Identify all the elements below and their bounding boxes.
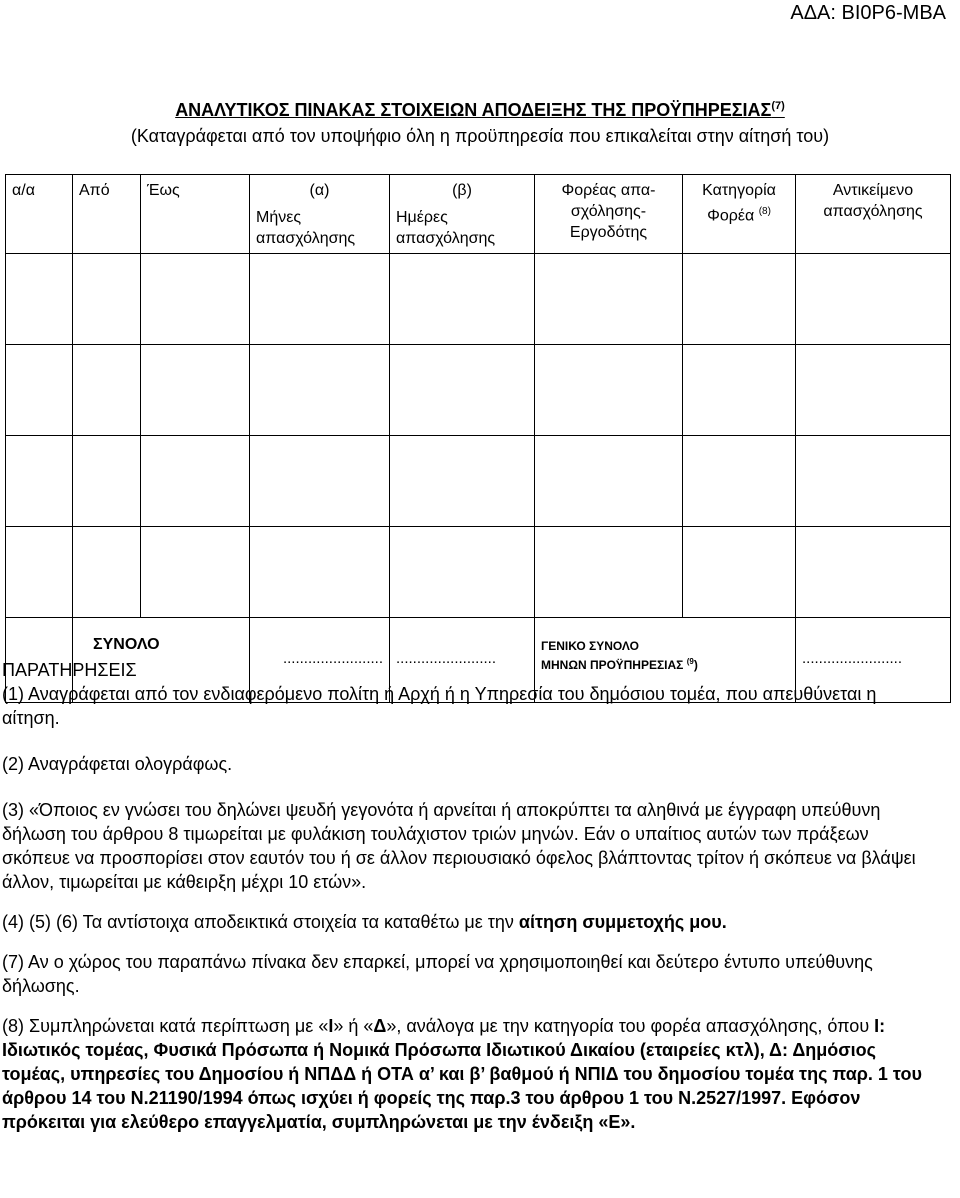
note-8: (8) Συμπληρώνεται κατά περίπτωση με «Ι» ή «Δ», ανάλογα με την κατηγορία του φορέα απασχόλησης, όπου Ι: Ιδιωτικός τομέας, Φυσικά Πρόσωπα ή Νομικά Πρόσωπα Ιδιωτικού Δικαίου (εταιρείες κτλ), Δ: Δημόσιος τομέας, υπηρεσίες του Δημοσίου ή ΝΠΔΔ ή ΟΤΑ α’ και β’ βαθμού ή ΝΠΙΔ του δημοσίου τομέα της παρ. 1 του άρθρου 14 του Ν.21190/1994 όπως ισχύει ή φορείς της παρ.3 του άρθρου 1 του Ν.2527/1997. Εφόσον πρόκειται για ελεύθερο επαγγελματία, συμπληρώνεται με την ένδειξη «Ε». [2, 1016, 922, 1132]
notes-section [2, 658, 922, 1134]
document-subtitle: (Καταγράφεται από τον υποψήφιο όλη η προϋπηρεσία που επικαλείται στην αίτησή του) [130, 126, 830, 146]
table-row [6, 254, 951, 345]
ada-code: ΑΔΑ: ΒΙ0Ρ6-ΜΒΑ [790, 2, 946, 24]
header-months-sub1: Μήνες [256, 209, 302, 226]
header-employer: Φορέας απα- σχόλησης- Εργοδότης [535, 175, 683, 254]
document-title [0, 100, 960, 121]
note-7: (7) Αν ο χώρος του παραπάνω πίνακα δεν επαρκεί, μπορεί να χρησιμοποιηθεί και δεύτερο έντυπο υπεύθυνης δήλωσης. [2, 952, 873, 996]
general-total-value: ........................ [796, 618, 951, 703]
note-1: (1) Αναγράφεται από τον ενδιαφερόμενο πολίτη ή Αρχή ή η Υπηρεσία του δημόσιου τομέα, που απευθύνεται η αίτηση. [2, 684, 877, 728]
total-months: ........................ [250, 618, 390, 703]
note-3: (3) «Όποιος εν γνώσει του δηλώνει ψευδή γεγονότα ή αρνείται ή αποκρύπτει τα αληθινά με έγγραφη υπεύθυνη δήλωση του άρθρου 8 τιμωρείται με φυλάκιση τουλάχιστον τριών μηνών. Εάν ο υπαίτιος αυτών των πράξεων σκόπευε να προσπορίσει στον εαυτόν του ή σε άλλον περιουσιακό όφελος βλάπτοντας τρίτον ή σκόπευε να βλάψει άλλον, τιμωρείται με κάθειρξη μέχρι 10 ετών». [2, 800, 916, 892]
header-object: Αντικείμενο απασχόλησης [796, 175, 951, 254]
total-days: ........................ [390, 618, 535, 703]
header-from: Από [73, 175, 141, 254]
header-days-sub1: Ημέρες [396, 209, 448, 226]
table-row [6, 345, 951, 436]
title-footnote: (7) [771, 100, 785, 112]
service-table [5, 174, 951, 703]
table-row [6, 527, 951, 618]
header-to: Έως [141, 175, 250, 254]
table-row [6, 436, 951, 527]
total-label: ΣΥΝΟΛΟ [73, 618, 250, 703]
title-text: ΑΝΑΛΥΤΙΚΟΣ ΠΙΝΑΚΑΣ ΣΤΟΙΧΕΙΩΝ ΑΠΟΔΕΙΞΗΣ ΤΗΣ ΠΡΟΫΠΗΡΕΣΙΑΣ [175, 100, 772, 120]
header-months-sub2: απασχόλησης [256, 230, 356, 247]
header-category: Κατηγορία Φορέα $^{(8)}$ [683, 175, 796, 254]
header-aa: α/α [6, 175, 73, 254]
note-2: (2) Αναγράφεται ολογράφως. [2, 754, 233, 774]
header-days: (β) Ημέρες απασχόλησης [390, 175, 535, 254]
notes-heading: ΠΑΡΑΤΗΡΗΣΕΙΣ [2, 660, 137, 680]
table-header-row [6, 175, 951, 254]
header-months: (α) Μήνες απασχόλησης [250, 175, 390, 254]
header-days-sub2: απασχόλησης [396, 230, 496, 247]
note-4: (4) (5) (6) Τα αντίστοιχα αποδεικτικά στοιχεία τα καταθέτω με την αίτηση συμμετοχής μου. [2, 912, 727, 932]
general-total-label: ΓΕΝΙΚΟ ΣΥΝΟΛΟ ΜΗΝΩΝ ΠΡΟΫΠΗΡΕΣΙΑΣ $^{(9}$) [535, 618, 796, 703]
